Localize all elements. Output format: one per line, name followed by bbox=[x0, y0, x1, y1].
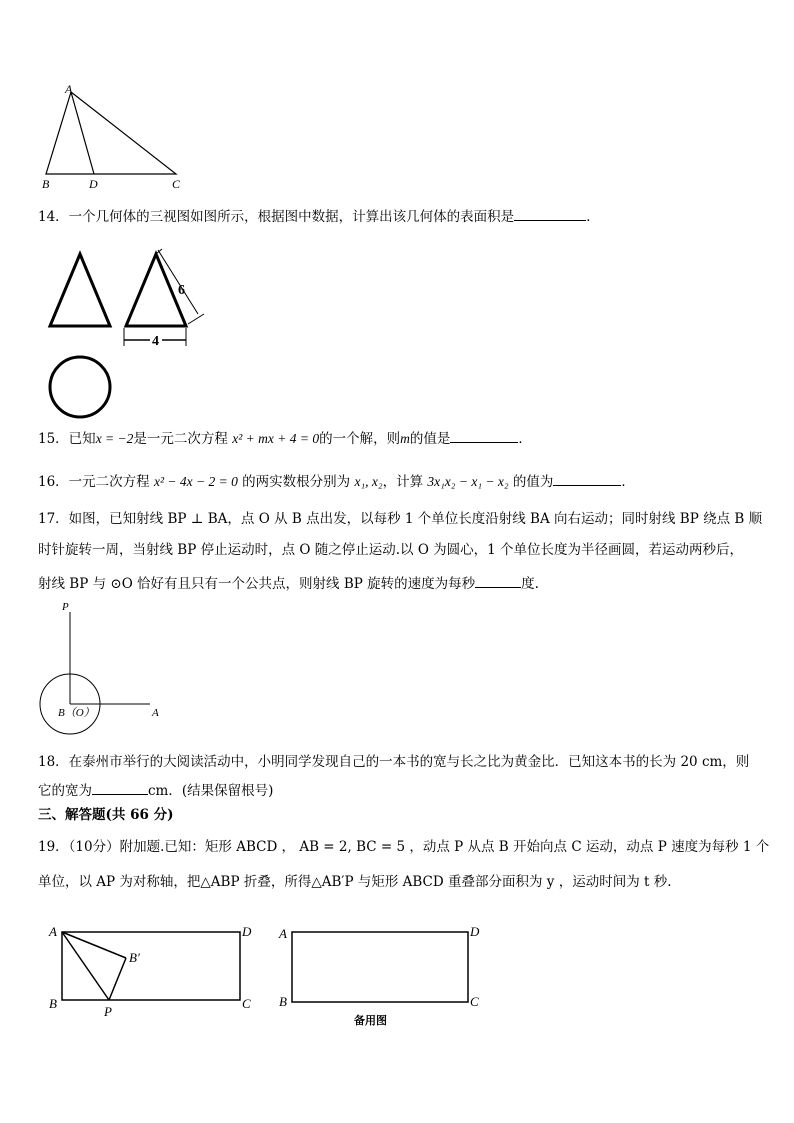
caption-spare: 备用图 bbox=[354, 1014, 387, 1027]
q17-line-2: 时针旋转一周，当射线 BP 停止运动时，点 O 随之停止运动.以 O 为圆心，1 个单位长度为半径画圆，若运动两秒后， bbox=[38, 542, 744, 558]
q14-answer-blank[interactable] bbox=[514, 208, 586, 221]
label-c: C bbox=[172, 177, 181, 191]
q17-line-3b: 度. bbox=[521, 576, 539, 592]
q19-line-2: 单位，以 AP 为对称轴，把△ABP 折叠，所得△AB′P 与矩形 ABCD 重叠部分面积为 y ，运动时间为 t 秒. bbox=[38, 874, 672, 890]
q15-var: m bbox=[400, 431, 410, 446]
section-3-title: 三、解答题(共 66 分) bbox=[38, 807, 174, 823]
figure-rectangle-fold bbox=[46, 918, 266, 1022]
label-a-fold: A bbox=[49, 924, 57, 939]
label-p: P bbox=[62, 601, 69, 613]
q16-p3: ，计算 bbox=[382, 474, 424, 490]
q15-p4: 的值是 bbox=[409, 431, 451, 447]
q16-p4: 的值为 bbox=[512, 474, 554, 490]
figure-ray-circle bbox=[38, 598, 168, 740]
label-p-fold: P bbox=[104, 1004, 112, 1019]
label-a-spare: A bbox=[279, 926, 287, 941]
q18-line-2a: 它的宽为 bbox=[38, 783, 92, 799]
question-15 bbox=[38, 430, 532, 448]
q16-roots: x₁, x₂ bbox=[354, 474, 383, 489]
label-d-fold: D bbox=[242, 924, 252, 939]
question-14 bbox=[38, 208, 600, 226]
q16-end: ． bbox=[621, 474, 635, 490]
q18-line-2 bbox=[38, 782, 273, 800]
q17-answer-blank[interactable] bbox=[475, 575, 521, 588]
q16-expr: 3x₁x₂ − x₁ − x₂ bbox=[427, 474, 509, 489]
q18-answer-blank[interactable] bbox=[92, 782, 148, 795]
q15-end: ． bbox=[518, 431, 532, 447]
q14-end: ． bbox=[586, 209, 600, 225]
label-b-spare: B bbox=[279, 994, 287, 1009]
label-bo: B（O） bbox=[58, 707, 95, 719]
q19-line-1: 19．（10分）附加题.已知：矩形 ABCD ， AB = 2, BC = 5 ，动点 P 从点 B 开始向点 C 运动，动点 P 速度为每秒 1 个 bbox=[38, 839, 770, 855]
q15-p2: 是一元二次方程 bbox=[133, 431, 228, 447]
figure-three-views bbox=[38, 248, 218, 430]
figure-triangle-abd bbox=[36, 82, 196, 194]
label-b: B bbox=[42, 177, 50, 191]
label-bprime-fold: B′ bbox=[129, 950, 140, 965]
label-a: A bbox=[65, 82, 73, 96]
label-4: 4 bbox=[152, 334, 159, 349]
q18-line-2b: cm．(结果保留根号) bbox=[148, 783, 274, 799]
q17-line-3a: 射线 BP 与 ⊙O 恰好有且只有一个公共点，则射线 BP 旋转的速度为每秒 bbox=[38, 576, 476, 592]
label-c-spare: C bbox=[470, 994, 479, 1009]
label-c-fold: C bbox=[242, 996, 251, 1011]
q16-eq1: x² − 4x − 2 = 0 bbox=[153, 474, 238, 489]
q15-answer-blank[interactable] bbox=[450, 430, 518, 443]
label-b-fold: B bbox=[49, 996, 57, 1011]
label-6: 6 bbox=[178, 283, 185, 298]
question-16 bbox=[38, 473, 635, 491]
figure-rectangle-spare bbox=[276, 918, 496, 1030]
q17-line-1: 17．如图，已知射线 BP ⊥ BA，点 O 从 B 点出发，以每秒 1 个单位长度沿射线 BA 向右运动；同时射线 BP 绕点 B 顺 bbox=[38, 511, 763, 527]
label-a-ray: A bbox=[152, 707, 159, 719]
q18-line-1: 18．在泰州市举行的大阅读活动中，小明同学发现自己的一本书的宽与长之比为黄金比．已知这本书的长为 20 cm，则 bbox=[38, 754, 750, 770]
q14-text: 14．一个几何体的三视图如图所示，根据图中数据，计算出该几何体的表面积是 bbox=[38, 209, 515, 225]
q17-line-3 bbox=[38, 575, 539, 593]
q15-p3: 的一个解，则 bbox=[319, 431, 401, 447]
q16-answer-blank[interactable] bbox=[553, 473, 621, 486]
label-d-spare: D bbox=[470, 924, 480, 939]
q16-p2: 的两实数根分别为 bbox=[242, 474, 351, 490]
q15-eq1: x = −2 bbox=[95, 431, 134, 446]
q15-p1: 15．已知 bbox=[38, 431, 96, 447]
q15-eq2: x² + mx + 4 = 0 bbox=[232, 431, 320, 446]
q16-p1: 16．一元二次方程 bbox=[38, 474, 150, 490]
label-d: D bbox=[89, 177, 98, 191]
